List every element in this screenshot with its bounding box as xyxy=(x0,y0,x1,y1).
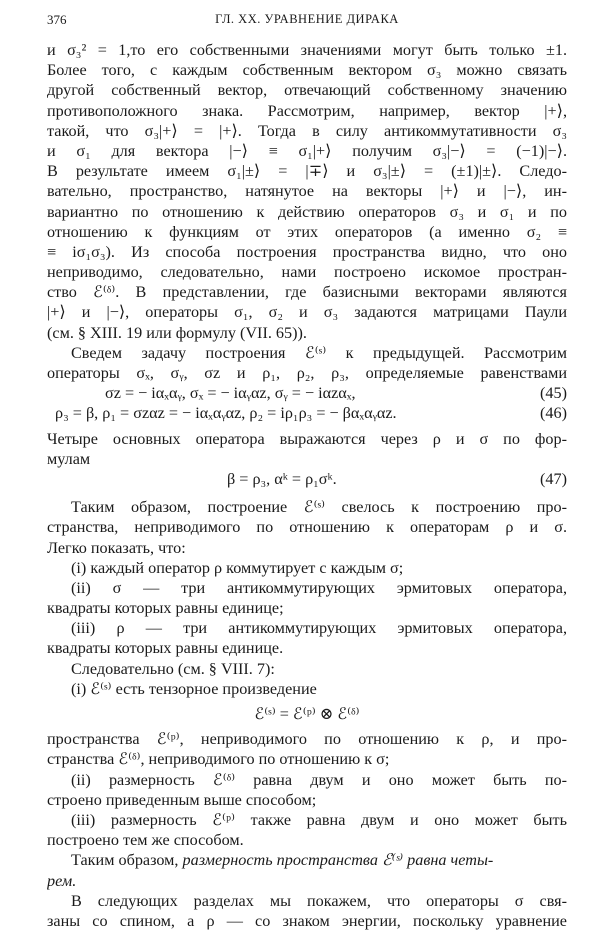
text-line: и σ₃² = 1,то его собственными значениями могут быть только ±1. xyxy=(47,41,567,59)
text-plain: Таким образом, xyxy=(71,851,183,870)
text-line: строено приведенным выше способом; xyxy=(47,790,317,809)
text-line: Таким образом, построение ℰ⁽ˢ⁾ свелось к построению про- xyxy=(71,498,567,517)
equation-46-body: ρ₃ = β, ρ₁ = σzαz = − iαₓαᵧαz, ρ₂ = iρ₁ρ₃ = − βαₓαᵧαz. xyxy=(55,404,397,423)
text-line: Четыре основных оператора выражаются через ρ и σ по фор- xyxy=(47,429,567,448)
text-line: вариантно по отношению к действию операторов σ₃ и σ₁ и по xyxy=(47,202,567,221)
text-line: такой, что σ₃|+⟩ = |+⟩. Тогда в силу антикоммутативности σ₃ xyxy=(47,121,567,140)
text-line xyxy=(47,850,567,870)
equation-46 xyxy=(47,403,567,423)
text-line: (см. § XIII. 19 или формулу (VII. 65)). xyxy=(47,323,307,342)
list-item: (i) ℰ⁽ˢ⁾ есть тензорное произведение xyxy=(71,679,317,698)
text-line: В следующих разделах мы покажем, что операторы σ свя- xyxy=(71,891,567,910)
running-head: ГЛ. XX. УРАВНЕНИЕ ДИРАКА xyxy=(215,12,399,26)
text-line: операторы σₓ, σᵧ, σz и ρ₁, ρ₂, ρ₃, определяемые равенствами xyxy=(47,364,567,382)
list-item: (i) каждый оператор ρ коммутирует с каждым σ; xyxy=(71,558,404,577)
text-line: пространства ℰ⁽ᵖ⁾, неприводимого по отношению к ρ, и про- xyxy=(47,730,567,749)
text-line: ство ℰ⁽ᵟ⁾. В представлении, где базисными векторами являются xyxy=(47,283,567,302)
list-item: (iii) ρ — три антикоммутирующих эрмитовых оператора, xyxy=(71,619,567,638)
text-line: мулам xyxy=(47,449,91,468)
text-line: ≡ iσ₁σ₃). Из способа построения пространства видно, что оно xyxy=(47,242,567,261)
text-line: другой собственный вектор, отвечающий собственному значению xyxy=(47,81,567,100)
text-line: неприводимо, следовательно, нами построено искомое простран- xyxy=(47,263,567,282)
equation-number: (47) xyxy=(540,469,567,488)
page-body xyxy=(47,40,567,931)
text-line: построено тем же способом. xyxy=(47,831,244,850)
text-line: Более того, с каждым собственным вектором σ₃ можно связать xyxy=(47,61,567,80)
text-italic-emphasis: рем. xyxy=(47,871,77,890)
text-italic-emphasis: размерность пространства ℰ⁽ˢ⁾ равна четы- xyxy=(182,851,494,870)
page-number: 376 xyxy=(47,12,67,27)
equation-47-body: β = ρ₃, αᵏ = ρ₁σᵏ. xyxy=(227,469,337,488)
list-item: (ii) σ — три антикоммутирующих эрмитовых оператора, xyxy=(71,578,567,597)
equation-tensor-product: ℰ⁽ˢ⁾ = ℰ⁽ᵖ⁾ ⊗ ℰ⁽ᵟ⁾ xyxy=(254,705,360,723)
list-item: (iii) размерность ℰ⁽ᵖ⁾ также равна двум и оно может быть xyxy=(71,810,567,829)
text-line: заны со спином, а ρ — со знаком энергии, поскольку уравнение xyxy=(47,911,567,930)
equation-45 xyxy=(47,383,567,403)
text-line: квадраты которых равны единице. xyxy=(47,639,284,658)
list-item: (ii) размерность ℰ⁽ᵟ⁾ равна двум и оно может быть по- xyxy=(71,770,567,789)
text-line: В результате имеем σ₁|±⟩ = |∓⟩ и σ₃|±⟩ = (±1)|±⟩. Следо- xyxy=(47,162,567,181)
equation-47 xyxy=(47,469,567,489)
text-line: отношению к функциям от этих операторов (а именно σ₂ ≡ xyxy=(47,222,567,241)
text-line: |+⟩ и |−⟩, операторы σ₁, σ₂ и σ₃ задаются матрицами Паули xyxy=(47,303,567,322)
equation-number: (45) xyxy=(540,384,567,403)
text-line: вательно, пространство, натянутое на векторы |+⟩ и |−⟩, ин- xyxy=(47,182,567,201)
equation-45-body: σz = − iαₓαᵧ, σₓ = − iαᵧαz, σᵧ = − iαzαₓ, xyxy=(105,384,356,403)
text-line: Легко показать, что: xyxy=(47,538,186,557)
text-line: и σ₁ для вектора |−⟩ ≡ σ₁|+⟩ получим σ₃|−⟩ = (−1)|−⟩. xyxy=(47,141,567,160)
text-line: противоположного знака. Рассмотрим, например, вектор |+⟩, xyxy=(47,101,567,120)
text-line: Следовательно (см. § VIII. 7): xyxy=(71,659,275,678)
equation-number: (46) xyxy=(540,404,567,423)
text-line: квадраты которых равны единице; xyxy=(47,599,284,618)
text-line: Сведем задачу построения ℰ⁽ˢ⁾ к предыдущей. Рассмотрим xyxy=(71,343,567,362)
text-line: странства, неприводимого по отношению к операторам ρ и σ. xyxy=(47,518,567,537)
page-header xyxy=(47,12,567,30)
text-line: странства ℰ⁽ᵟ⁾, неприводимого по отношению к σ; xyxy=(47,750,390,769)
